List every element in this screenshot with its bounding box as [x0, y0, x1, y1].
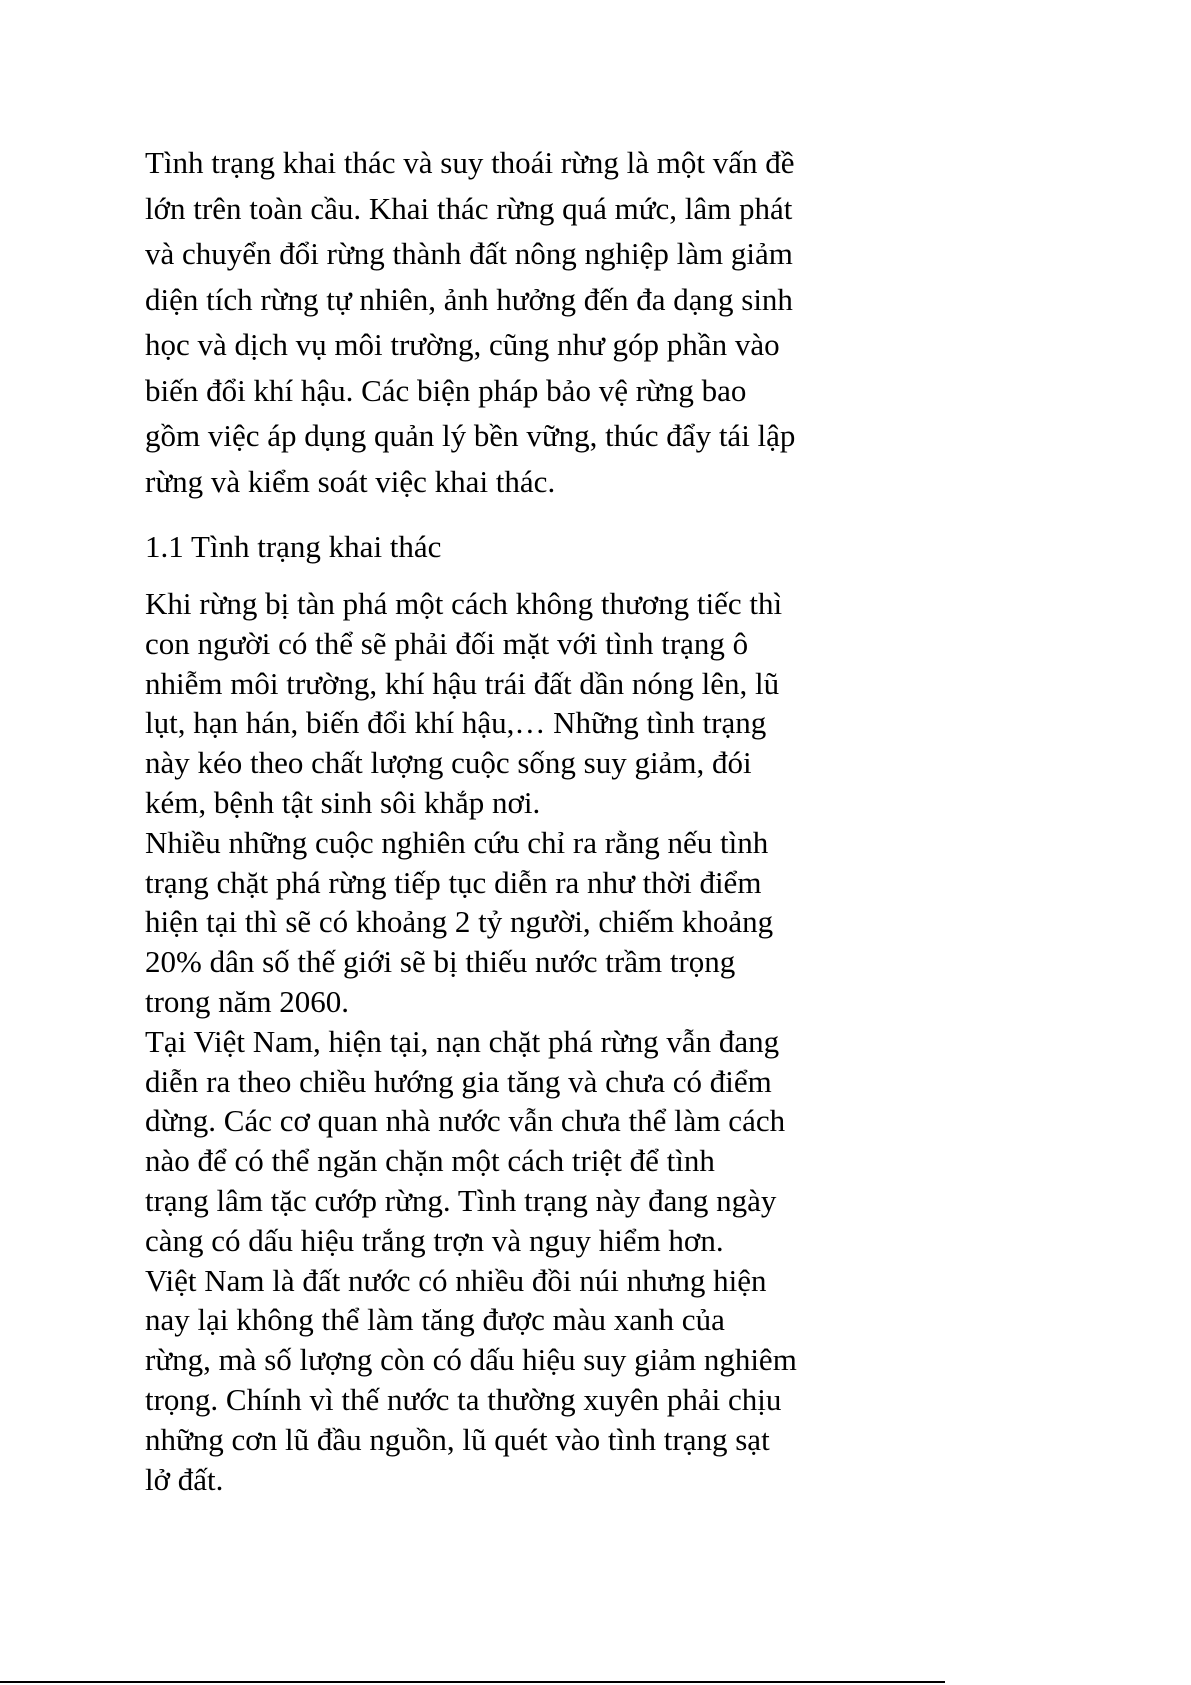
- body-line: dừng. Các cơ quan nhà nước vẫn chưa thể làm cách: [145, 1103, 786, 1139]
- section-heading-text: 1.1 Tình trạng khai thác: [145, 529, 442, 564]
- body-line: hiện tại thì sẽ có khoảng 2 tỷ người, chiếm khoảng: [145, 904, 774, 940]
- body-line: nào để có thể ngăn chặn một cách triệt để tình: [145, 1143, 715, 1179]
- body-line: Tại Việt Nam, hiện tại, nạn chặt phá rừng vẫn đang: [145, 1023, 780, 1059]
- body-line: diễn ra theo chiều hướng gia tăng và chưa có điểm: [145, 1063, 772, 1099]
- intro-line: học và dịch vụ môi trường, cũng như góp phần vào: [145, 327, 780, 362]
- body-line: trạng lâm tặc cướp rừng. Tình trạng này đang ngày: [145, 1182, 777, 1218]
- intro-line: gồm việc áp dụng quản lý bền vững, thúc đẩy tái lập: [145, 418, 796, 453]
- body-line: Khi rừng bị tàn phá một cách không thương tiếc thì: [145, 586, 783, 621]
- section-heading: [145, 524, 880, 570]
- section-body: [145, 584, 880, 1499]
- body-line: trong năm 2060.: [145, 983, 350, 1019]
- body-line: lở đất.: [145, 1461, 224, 1497]
- body-line: nhiễm môi trường, khí hậu trái đất dần nóng lên, lũ: [145, 665, 780, 701]
- intro-line: Tình trạng khai thác và suy thoái rừng là một vấn đề: [145, 145, 795, 180]
- intro-line: rừng và kiểm soát việc khai thác.: [145, 463, 556, 499]
- intro-paragraph: [145, 140, 880, 504]
- body-line: những cơn lũ đầu nguồn, lũ quét vào tình trạng sạt: [145, 1421, 770, 1457]
- bottom-rule: [0, 1681, 945, 1683]
- body-line: rừng, mà số lượng còn có dấu hiệu suy giảm nghiêm: [145, 1342, 797, 1378]
- body-line: 20% dân số thế giới sẽ bị thiếu nước trầm trọng: [145, 944, 736, 980]
- intro-line: diện tích rừng tự nhiên, ảnh hưởng đến đa dạng sinh: [145, 281, 793, 317]
- intro-line: và chuyển đổi rừng thành đất nông nghiệp làm giảm: [145, 236, 793, 271]
- body-line: nay lại không thể làm tăng được màu xanh của: [145, 1302, 725, 1338]
- body-line: lụt, hạn hán, biến đổi khí hậu,… Những tình trạng: [145, 705, 767, 741]
- body-line: kém, bệnh tật sinh sôi khắp nơi.: [145, 784, 541, 820]
- body-line: trạng chặt phá rừng tiếp tục diễn ra như thời điểm: [145, 864, 762, 900]
- intro-line: lớn trên toàn cầu. Khai thác rừng quá mức, lâm phát: [145, 190, 793, 226]
- body-line: càng có dấu hiệu trắng trợn và nguy hiểm hơn.: [145, 1222, 724, 1258]
- body-line: con người có thể sẽ phải đối mặt với tình trạng ô: [145, 625, 749, 661]
- intro-line: biến đổi khí hậu. Các biện pháp bảo vệ rừng bao: [145, 372, 747, 408]
- body-line: trọng. Chính vì thế nước ta thường xuyên phải chịu: [145, 1381, 782, 1417]
- body-line: Nhiều những cuộc nghiên cứu chỉ ra rằng nếu tình: [145, 824, 769, 860]
- body-line: Việt Nam là đất nước có nhiều đồi núi nhưng hiện: [145, 1262, 767, 1298]
- body-line: này kéo theo chất lượng cuộc sống suy giảm, đói: [145, 745, 752, 781]
